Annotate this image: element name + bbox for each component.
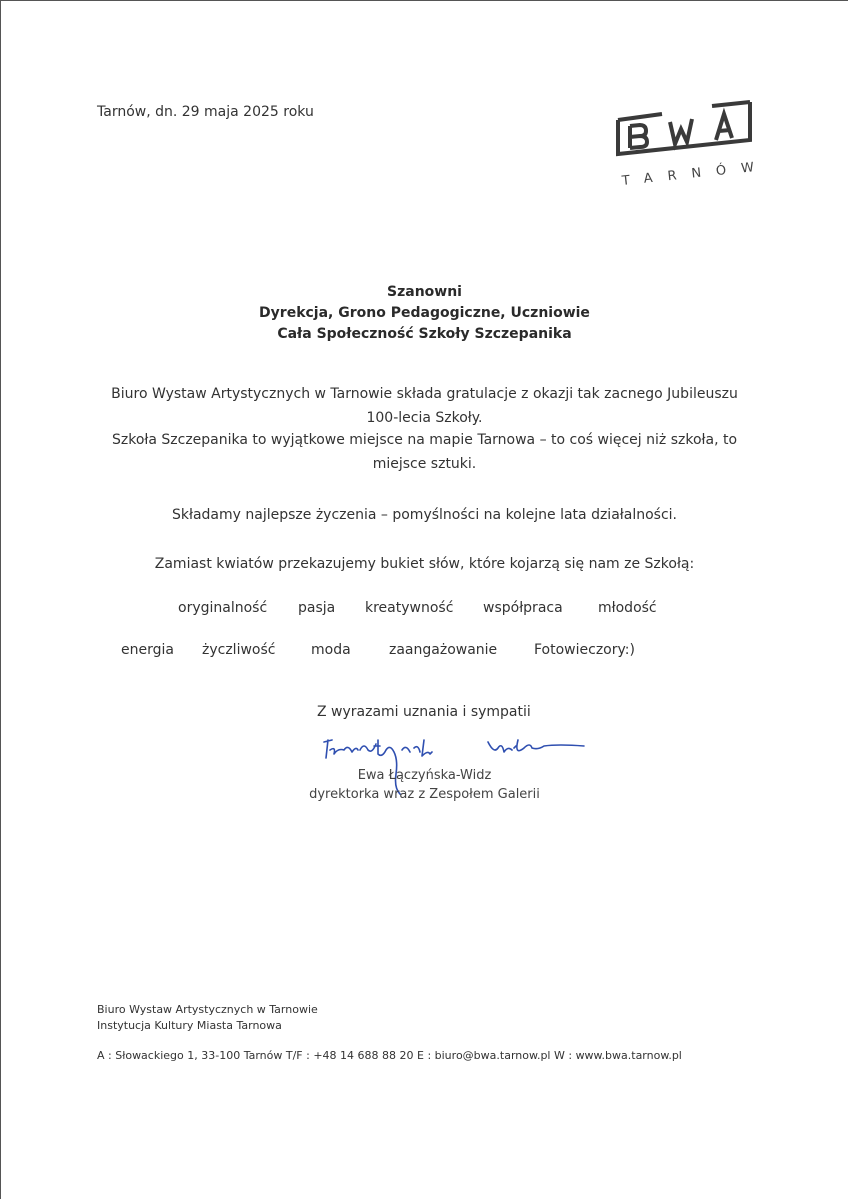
addressee (0, 282, 849, 345)
bwa-logo (612, 92, 770, 202)
paragraph-line: miejsce sztuki. (372, 456, 477, 472)
paragraph-wishes: Składamy najlepsze życzenia – pomyślności na kolejne lata działalności. (171, 507, 677, 523)
paragraph-line: 100-lecia Szkoły. (366, 410, 483, 426)
footer-contact: A : Słowackiego 1, 33-100 Tarnów T/F : +48 14 688 88 20 E : biuro@bwa.tarnow.pl W : www.bwa.tarnow.pl (97, 1049, 682, 1062)
footer-subtitle: Instytucja Kultury Miasta Tarnowa (97, 1019, 282, 1032)
closing-line: Z wyrazami uznania i sympatii (317, 704, 531, 720)
addressee-line-3: Cała Społeczność Szkoły Szczepanika (277, 326, 572, 342)
word-item: współpraca (483, 600, 563, 616)
word-item: Fotowieczory:) (534, 642, 635, 658)
word-item: moda (311, 642, 351, 658)
bwa-logo-subtitle: TARNÓW (621, 158, 770, 189)
date-line: Tarnów, dn. 29 maja 2025 roku (97, 104, 314, 120)
word-item: oryginalność (178, 600, 268, 616)
bwa-logo-mark (612, 92, 757, 172)
signer-name: Ewa Łączyńska-Widz (357, 768, 492, 783)
addressee-line-2: Dyrekcja, Grono Pedagogiczne, Uczniowie (259, 305, 590, 321)
word-item: zaangażowanie (389, 642, 498, 658)
word-item: życzliwość (202, 642, 276, 658)
paragraph-school (0, 428, 849, 476)
paragraph-congratulations (0, 382, 849, 430)
paragraph-bouquet: Zamiast kwiatów przekazujemy bukiet słów, które kojarzą się nam ze Szkołą: (154, 556, 695, 572)
paragraph-line: Szkoła Szczepanika to wyjątkowe miejsce na mapie Tarnowa – to coś więcej niż szkoła, to (111, 432, 738, 448)
word-item: pasja (298, 600, 336, 616)
addressee-line-1: Szanowni (387, 284, 462, 300)
word-item: energia (121, 642, 174, 658)
word-item: młodość (598, 600, 657, 616)
footer-institution: Biuro Wystaw Artystycznych w Tarnowie (97, 1003, 318, 1016)
word-item: kreatywność (365, 600, 454, 616)
paragraph-line: Biuro Wystaw Artystycznych w Tarnowie składa gratulacje z okazji tak zacnego Jubileuszu (111, 386, 738, 402)
signer-role: dyrektorka wraz z Zespołem Galerii (309, 787, 540, 802)
